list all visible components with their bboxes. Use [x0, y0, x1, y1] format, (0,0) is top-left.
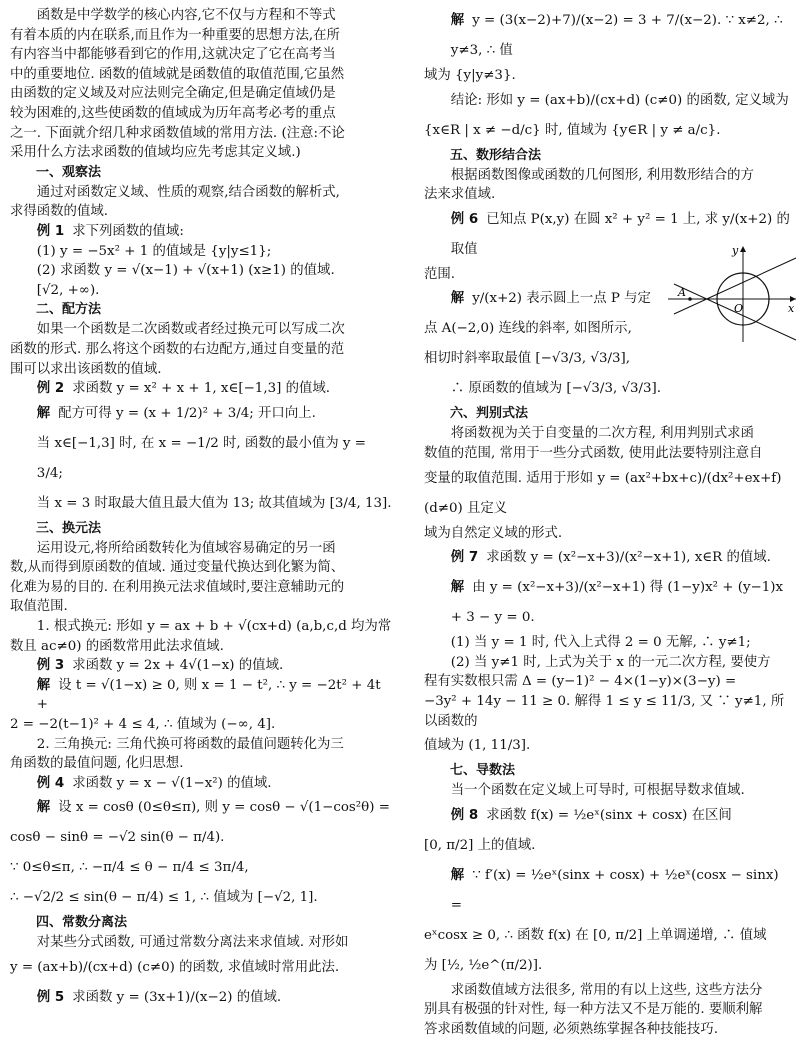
example-text: 求下列函数的值域:: [72, 223, 184, 239]
solution-line: ∴ −√2/2 ≤ sin(θ − π/4) ≤ 1, ∴ 值域为 [−√2, 1].: [10, 890, 318, 906]
body-line: 求得函数的值域.: [10, 204, 108, 220]
conclusion-line: 结论: 形如 y = (ax+b)/(cx+d) (c≠0) 的函数, 定义域为: [450, 92, 789, 108]
intro-paragraph: [10, 6, 395, 163]
solution-line: 为 [½, ½e^(π/2)].: [424, 957, 543, 973]
example-7: [424, 543, 794, 573]
intro-line: 由函数的定义域及对应法则完全确定,但是确定值域仍是: [10, 86, 336, 102]
point-a-label: A: [678, 286, 686, 299]
circle-tangent-figure: [668, 244, 798, 344]
intro-line: 之一. 下面就介绍几种求函数值域的常用方法. (注意:不论: [10, 125, 345, 141]
example-label: 例 5: [36, 990, 65, 1005]
solution-line: 2 = −2(t−1)² + 4 ≤ 4, ∴ 值域为 (−∞, 4].: [10, 717, 276, 733]
body-line: 当一个函数在定义域上可导时, 可根据导数求值域.: [450, 783, 745, 799]
solution-line: ∴ 原函数的值域为 [−√3/3, √3/3].: [450, 381, 662, 397]
body-line: 围可以求出该函数的值域.: [10, 361, 162, 377]
intro-line: 函数是中学数学的核心内容,它不仅与方程和不等式: [36, 8, 336, 23]
solution-label: 解: [450, 580, 465, 596]
solution-line: 当 x = 3 时取最大值且最大值为 13; 故其值域为 [3/4, 13].: [36, 495, 392, 511]
example-text: 范围.: [424, 266, 456, 282]
intro-line: 较为困难的,这些使函数的值域成为历年高考必考的重点: [10, 105, 336, 121]
solution-text: ∵ f′(x) = ½eˣ(sinx + cosx) + ½eˣ(cosx − sinx) =: [450, 867, 779, 913]
solution-line: 当 x∈[−1,3] 时, 在 x = −1/2 时, 函数的最小值为 y = 3/4;: [36, 435, 366, 481]
solution-line: eˣcosx ≥ 0, ∴ 函数 f(x) 在 [0, π/2] 上单调递增, ∴ 值域: [424, 927, 767, 943]
example-label: 例 3: [36, 658, 65, 674]
solution-label: 解: [36, 800, 51, 816]
section-heading-constant-separation: 四、常数分离法: [36, 915, 128, 931]
solution-line: [10, 793, 395, 823]
example-1: [10, 222, 395, 242]
example-item: [√2, +∞).: [36, 282, 100, 298]
solution-line: cosθ − sinθ = −√2 sin(θ − π/4).: [10, 830, 225, 846]
solution-label: 解: [450, 13, 465, 28]
example-text: 求函数 y = x − √(1−x²) 的值域.: [72, 775, 272, 791]
closing-line: 别具有极强的针对性, 每一种方法又不是万能的. 要顺利解: [424, 1002, 763, 1018]
example-label: 例 4: [36, 775, 65, 791]
body-line: 法来求值域.: [424, 187, 496, 203]
example-2: [10, 379, 395, 399]
example-label: 例 8: [450, 807, 479, 823]
example-6-solution: [424, 284, 664, 404]
section-heading-derivative: 七、导数法: [450, 763, 516, 779]
conclusion-line: {x∈R | x ≠ −d/c} 时, 值域为 {y∈R | y ≠ a/c}.: [424, 122, 721, 138]
solution-line: (1) 当 y = 1 时, 代入上式得 2 = 0 无解, ∴ y≠1;: [450, 635, 751, 651]
x-axis-label: x: [788, 302, 795, 315]
example-5: [10, 983, 395, 1013]
left-column: [10, 6, 395, 1013]
example-text: 求函数 y = (3x+1)/(x−2) 的值域.: [72, 990, 282, 1005]
solution-line: 相切时斜率取最值 [−√3/3, √3/3],: [424, 351, 630, 367]
right-column: [424, 6, 794, 1040]
body-line: 变量的取值范围. 适用于形如 y = (ax²+bx+c)/(dx²+ex+f) (d≠0) 且定义: [424, 470, 782, 516]
solution-line: (2) 当 y≠1 时, 上式为关于 x 的一元二次方程, 要使方: [450, 654, 771, 670]
example-label: 例 2: [36, 381, 65, 397]
y-axis-label: y: [732, 244, 739, 257]
y-axis-arrow: [740, 246, 746, 252]
body-line: 函数的形式. 那么将这个函数的右边配方,通过自变量的范: [10, 341, 345, 357]
solution-label: 解: [450, 867, 465, 883]
solution-line: 值域为 (1, 11/3].: [424, 738, 531, 754]
origin-label: O: [734, 302, 744, 315]
example-item: (1) y = −5x² + 1 的值域是 {y|y≤1};: [36, 243, 272, 259]
body-line: 将函数视为关于自变量的二次方程, 利用判别式求函: [450, 426, 754, 442]
example-text: 求函数 f(x) = ½eˣ(sinx + cosx) 在区间: [486, 807, 732, 823]
section-heading-observation: 一、观察法: [36, 164, 102, 180]
body-line: 化难为易的目的. 在利用换元法求值域时,要注意辅助元的: [10, 579, 345, 595]
section-heading-substitution: 三、换元法: [36, 520, 102, 536]
closing-line: 答求函数值域的问题, 必须熟练掌握各种技能技巧.: [424, 1021, 718, 1037]
intro-line: 有内容当中都能够看到它的作用,这就决定了它在高考当: [10, 47, 336, 63]
example-label: 例 7: [450, 550, 479, 566]
body-line: 取值范围.: [10, 599, 68, 615]
body-line: 数,从而得到原函数的值域. 通过变量代换达到化繁为简、: [10, 560, 345, 576]
solution-line: ∵ 0≤θ≤π, ∴ −π/4 ≤ θ − π/4 ≤ 3π/4,: [10, 860, 249, 876]
body-line: 域为自然定义域的形式.: [424, 525, 563, 541]
example-text: 求函数 y = (x²−x+3)/(x²−x+1), x∈R 的值域.: [486, 550, 771, 566]
body-line: 如果一个函数是二次函数或者经过换元可以写成二次: [36, 322, 345, 338]
example-text: 已知点 P(x,y) 在圆 x² + y² = 1 上, 求 y/(x+2) 的取值: [450, 211, 790, 257]
solution-line: −3y² + 14y − 11 ≥ 0. 解得 1 ≤ y ≤ 11/3, 又 ∵ y≠1, 所以函数的: [424, 693, 785, 729]
body-line: y = (ax+b)/(cx+d) (c≠0) 的函数, 求值域时常用此法.: [10, 960, 340, 975]
section-heading-graphical: 五、数形结合法: [450, 147, 542, 163]
intro-line: 采用什么方法求函数的值域均应先考虑其定义域.): [10, 145, 301, 161]
solution-line: [10, 399, 395, 429]
example-8: [424, 801, 794, 831]
solution-text: y/(x+2) 表示圆上一点 P 与定: [472, 291, 651, 307]
solution-text: 由 y = (x²−x+3)/(x²−x+1) 得 (1−y)x² + (y−1)x + 3 − y = 0.: [450, 580, 784, 626]
body-line: 数值的范围, 常用于一些分式函数, 使用此法要特别注意自: [424, 445, 763, 461]
body-line: 根据函数图像或函数的几何图形, 利用数形结合的方: [450, 167, 754, 183]
solution-text: 配方可得 y = (x + 1/2)² + 3/4; 开口向上.: [58, 405, 316, 421]
solution-line: 程有实数根只需 Δ = (y−1)² − 4×(1−y)×(3−y) =: [424, 674, 737, 690]
solution-line: [424, 861, 794, 921]
solution-text: 设 t = √(1−x) ≥ 0, 则 x = 1 − t², ∴ y = −2t² + 4t +: [36, 677, 381, 713]
closing-line: 求函数值域方法很多, 常用的有以上这些, 这些方法分: [450, 982, 763, 998]
solution-line: [424, 6, 794, 66]
body-line: 通过对函数定义域、性质的观察,结合函数的解析式,: [36, 184, 340, 200]
solution-line: [424, 573, 794, 633]
solution-line: 点 A(−2,0) 连线的斜率, 如图所示,: [424, 321, 632, 337]
intro-line: 中的重要地位. 函数的值域就是函数值的取值范围,它虽然: [10, 66, 345, 82]
example-text: 求函数 y = 2x + 4√(1−x) 的值域.: [72, 658, 284, 674]
point-a-marker: [688, 297, 692, 301]
method-line: 2. 三角换元: 三角代换可将函数的最值问题转化为三: [36, 736, 344, 752]
example-3: [10, 656, 395, 676]
solution-text: y = (3(x−2)+7)/(x−2) = 3 + 7/(x−2). ∵ x≠2, ∴ y≠3, ∴ 值: [450, 13, 783, 58]
solution-line: [10, 676, 395, 715]
section-heading-discriminant: 六、判别式法: [450, 406, 529, 422]
example-text: [0, π/2] 上的值域.: [424, 837, 536, 853]
method-line: 角函数的最值问题, 化归思想.: [10, 756, 184, 772]
example-label: 例 6: [450, 211, 479, 227]
solution-label: 解: [36, 677, 51, 693]
example-label: 例 1: [36, 223, 65, 239]
body-line: 对某些分式函数, 可通过常数分离法来求值域. 对形如: [36, 935, 349, 951]
solution-label: 解: [450, 291, 465, 307]
solution-label: 解: [36, 405, 51, 421]
example-item: (2) 求函数 y = √(x−1) + √(x+1) (x≥1) 的值域.: [36, 263, 335, 279]
example-4: [10, 774, 395, 794]
method-line: 1. 根式换元: 形如 y = ax + b + √(cx+d) (a,b,c,d 均为常: [36, 619, 392, 635]
section-heading-completing-square: 二、配方法: [36, 302, 102, 318]
solution-line: 域为 {y|y≠3}.: [424, 68, 516, 83]
body-line: 运用设元,将所给函数转化为值域容易确定的另一函: [36, 540, 336, 556]
example-text: 求函数 y = x² + x + 1, x∈[−1,3] 的值域.: [72, 381, 331, 397]
intro-line: 有着本质的内在联系,而且作为一种重要的思想方法,在所: [10, 27, 340, 43]
solution-line: [424, 284, 664, 314]
method-line: 数且 ac≠0) 的函数常用此法求值域.: [10, 638, 224, 654]
solution-text: 设 x = cosθ (0≤θ≤π), 则 y = cosθ − √(1−cos²θ) =: [58, 800, 390, 816]
